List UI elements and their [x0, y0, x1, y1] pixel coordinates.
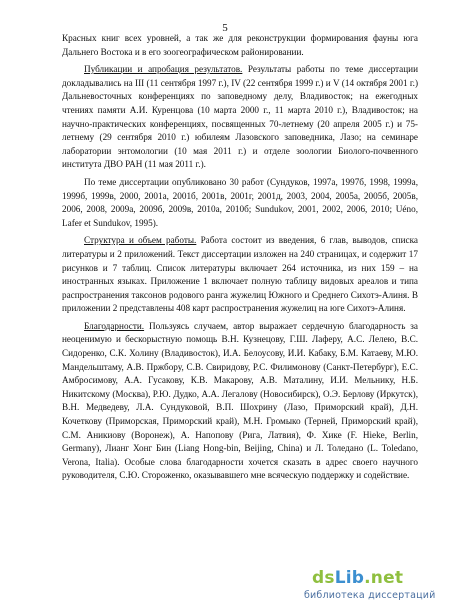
published-works-paragraph: По теме диссертации опубликовано 30 работ (Сундуков, 1997а, 1997б, 1998, 1999а, 1999б, 1999в, 2000, 2001а, 2001б, 2001в, 2001г, 2001д, 2003, 2004, 2005а, 2005б, 2005в, 2006, 2008, 2009а, 2009б, 2009в, 2010а, 2010б; Sundukov, 2001, 2002, 2006, 2010; Uéno, Lafer et Sundukov, 1995). [62, 176, 418, 228]
thanks-paragraph [62, 320, 418, 483]
publications-text: Результаты работы по теме диссертации докладывались на III (11 сентября 1997 г.), IV (22 сентября 1999 г.) и V (14 октября 2001 г.) Дальневосточных конференциях по заповедному делу, Владивосток; на ежегодных чтениях памяти А.И. Куренцова (10 марта 2000 г., 11 марта 2010 г.), Владивосток; на научно-практических конференциях, посвященных 70-летнему (20 апреля 2005 г.) и 75-летнему (29 сентября 2010 г.) юбилеям Лазовского заповедника, Лазо; на семинаре лаборатории энтомологии (10 мая 2011 г.) и отделе зоологии Биолого-почвенного института ДВО РАН (11 мая 2011 г.). [62, 64, 418, 170]
dslib-logo [312, 568, 403, 588]
publications-heading: Публикации и апробация результатов. [84, 64, 243, 75]
watermark-subtitle: библиотека диссертаций [304, 590, 436, 601]
structure-text: Работа состоит из введения, 6 глав, выводов, списка литературы и 2 приложений. Текст диссертации изложен на 240 страницах, и содержит 17 рисунков и 7 таблиц. Список литературы включает 264 источника, из них 159 – на иностранных языках. Приложение 1 включает полную таблицу видовых ареалов и типа распространения таксонов родового ранга жужелиц Южного и Среднего Сихотэ-Алиня. В приложении 2 представлены 408 карт распространения жужелиц на юге Сихотэ-Алиня. [62, 235, 418, 314]
page-number: 5 [222, 22, 228, 34]
structure-paragraph [62, 234, 418, 316]
dslib-watermark [304, 568, 444, 608]
logo-lib: Lib [334, 568, 365, 588]
publications-paragraph [62, 63, 418, 172]
thanks-text: Пользуясь случаем, автор выражает сердечную благодарность за неоценимую и бескорыстную помощь В.Н. Кузнецову, Г.Ш. Лаферу, А.С. Лелею, В.С. Сидоренко, С.К. Холину (Владивосток), И.А. Белоусову, И.И. Кабаку, Б.М. Катаеву, М.Ю. Мандельштаму, А.В. Пржбору, С.В. Свиридову, Р.С. Филимонову (Санкт-Петербург), Е.С. Амбросимову, А.А. Гусакову, К.В. Макарову, А.В. Маталину, И.И. Мельнику, Н.Б. Никитскому (Москва), Р.Ю. Дудко, А.А. Легалову (Новосибирск), О.Э. Берлову (Иркутск), В.Н. Медведеву, Л.А. Сундуковой, В.П. Шохрину (Лазо, Приморский край), Д.Н. Кочеткову (Приморская, Приморский край), М.Н. Громыко (Терней, Приморский край), С.М. Аникиову (Воронеж), А. Напопову (Рига, Латвия), Ф. Хике (F. Hieke, Berlin, Germany), Лианг Хонг Бин (Liang Hong-bin, Beijing, China) и Л. Толедано (L. Toledano, Verona, Italia). Особые слова благодарности хочется сказать в адрес своего научного руководителя, С.Ю. Стороженко, оказывавшего мне всяческую поддержку и содействие. [62, 320, 418, 481]
intro-continuation-paragraph: Красных книг всех уровней, а так же для реконструкции формирования фауны юга Дальнего Востока и в его зоогеографическом районировании. [62, 33, 418, 57]
logo-ds: ds [312, 568, 335, 588]
document-body [62, 32, 418, 487]
structure-heading: Структура и объем работы. [84, 235, 197, 246]
logo-net: .net [364, 568, 404, 588]
thanks-heading: Благодарности. [84, 320, 145, 331]
